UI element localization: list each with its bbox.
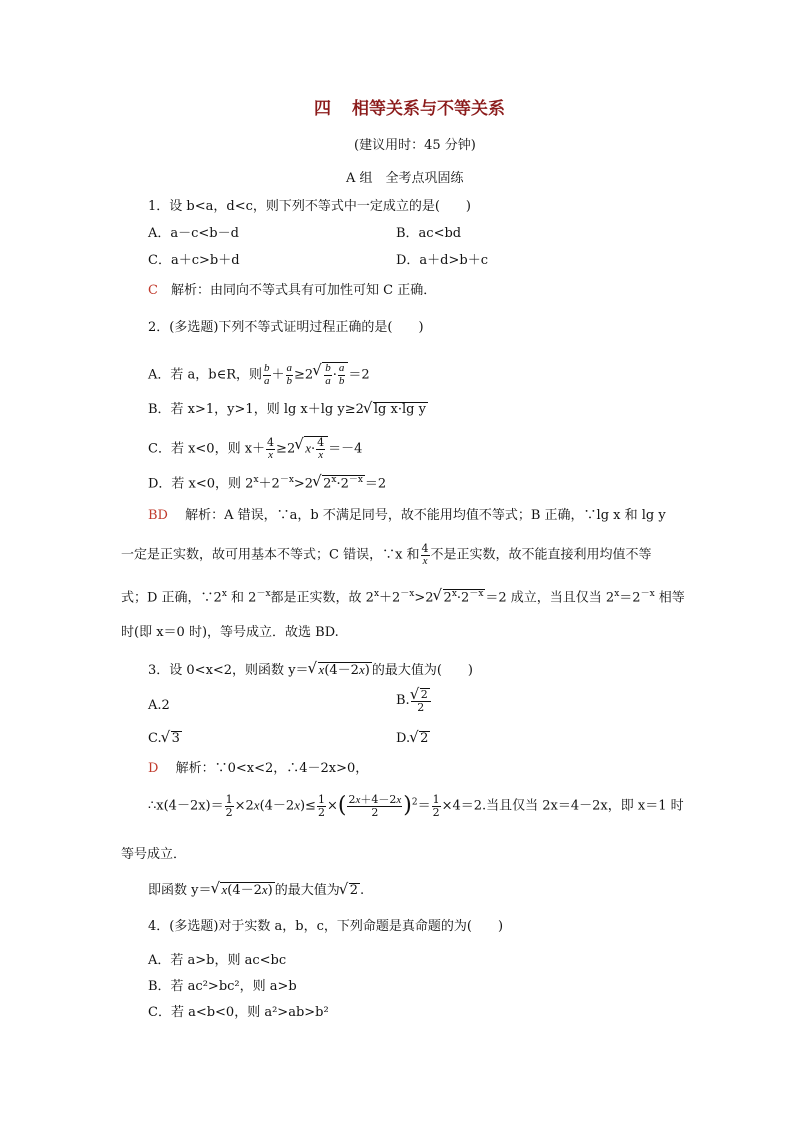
q2-solution-line1 bbox=[148, 509, 666, 522]
group-heading: A 组 全考点巩固练 bbox=[346, 171, 464, 186]
page-title: 相等关系与不等关系 bbox=[352, 99, 505, 119]
q3-b-label: B. bbox=[396, 693, 410, 709]
q3-option-b: B. √ $\frac{2}{2}$ bbox=[396, 688, 432, 713]
q2-sol-text-2a: 一定是正实数，故可用基本不等式；C 错误，∵x 和 bbox=[121, 547, 420, 563]
q3-sol-text-4b: 的最大值为 bbox=[274, 883, 340, 898]
q2-d-text: D．若 x<0，则 2 bbox=[148, 476, 254, 492]
question-4-stem: 4．(多选题)对于实数 a，b，c，下列命题是真命题的为( ) bbox=[148, 919, 504, 934]
q2-solution-line2: 一定是正实数，故可用基本不等式；C 错误，∵x 和 $\frac{4}{x}$ 不是正实数，故不能直接利用均值不等 bbox=[121, 542, 652, 567]
q2-option-d: D．若 x<0，则 $2^x+2^{-x}>2√$ $2^x\cdot 2^{-x} =2$ bbox=[148, 475, 386, 490]
q2-sol-text-3d: 相等 bbox=[658, 590, 685, 606]
q1-option-b: B．ac<bd bbox=[396, 226, 462, 241]
q4-option-c: C．若 a<b<0，则 a²>ab>b² bbox=[148, 1005, 329, 1020]
q2-c-text: C．若 x<0，则 x＋ bbox=[148, 441, 266, 457]
q3-solution-line3: 等号成立． bbox=[121, 847, 187, 862]
q3-sol-text-1: 解析：∵0<x<2，∴4－2x>0， bbox=[175, 761, 369, 776]
q2-sol-text-3c: 成立，当且仅当 2 bbox=[510, 590, 615, 606]
question-3-stem: 3．设 0<x<2，则函数 y＝√ x(4－2x) 的最大值为( ) bbox=[148, 662, 473, 677]
time-hint: (建议用时：45 分钟) bbox=[354, 138, 476, 153]
q2-sol-text-3a: 式；D 正确，∵2 bbox=[121, 590, 222, 606]
q3-solution-line2: ∴x(4－2x)＝ $\frac{1}{2}$ ×2x(4－2x)≤ $\frac{1}{2}$ ×( $\frac{2x+4-2x}{2}$ )$^2$＝ $\frac{1}{2}$ ×4＝2.当且仅当 2x＝4－2x，即 x＝1 时 bbox=[148, 792, 684, 820]
q2-sol-text-3b: 都是正实数，故 2 bbox=[270, 590, 374, 606]
q2-answer: BD bbox=[148, 508, 168, 523]
q1-option-c: C．a＋c>b＋d bbox=[148, 253, 240, 268]
q1-sol-label: 解析： bbox=[170, 283, 210, 298]
q2-sol-text-2b: 不是正实数，故不能直接利用均值不等 bbox=[430, 547, 652, 563]
q3-answer: D bbox=[148, 761, 159, 776]
q1-sol-text: 由同向不等式具有可加性可知 C 正确． bbox=[209, 283, 437, 298]
q3-option-c: C.√ 3 bbox=[148, 731, 182, 745]
section-number: 四 bbox=[314, 99, 331, 119]
q1-option-a: A．a－c<b－d bbox=[148, 226, 239, 241]
q3-option-a: A.2 bbox=[148, 698, 170, 713]
q2-option-c: C．若 x<0，则 x＋ $\frac{4}{x}$ ≥2√ x· $\frac{4}{x}$ ＝－4 bbox=[148, 436, 362, 461]
q4-option-a: A．若 a>b，则 ac<bc bbox=[148, 953, 287, 968]
q2-solution-line4: 时(即 x＝0 时)，等号成立．故选 BD. bbox=[121, 625, 339, 640]
question-2-stem: 2．(多选题)下列不等式证明过程正确的是( ) bbox=[148, 320, 424, 335]
q1-option-d: D．a＋d>b＋c bbox=[396, 253, 488, 268]
question-1-stem: 1．设 b<a，d<c，则下列不等式中一定成立的是( ) bbox=[148, 199, 472, 214]
q2-solution-line3: 式；D 正确，∵2$^x$ 和 $2^{-x}$都是正实数，故 $2^x+2^{-x}>2√$ $2^x\cdot 2^{-x} =2$ 成立，当且仅当 $2^x=2^{-x}$ 相等 bbox=[121, 589, 685, 604]
q1-solution bbox=[148, 284, 436, 297]
q4-option-b: B．若 ac²>bc²，则 a>b bbox=[148, 979, 297, 994]
q3-c-label: C. bbox=[148, 731, 162, 746]
q3-solution-line1 bbox=[148, 762, 368, 775]
q3-solution-line4: 即函数 y＝√ x(4－2x) 的最大值为√ 2 . bbox=[148, 882, 364, 897]
q2-a-text: A．若 a，b∈R，则 bbox=[148, 367, 263, 383]
q2-option-b bbox=[148, 402, 428, 416]
q1-answer: C bbox=[148, 283, 158, 298]
q2-option-a: A．若 a，b∈R，则 $\frac{b}{a}$ ＋ $\frac{a}{b}$ ≥2 √ $\frac{b}{a}$ · $\frac{a}{b}$ ＝2 bbox=[148, 362, 370, 387]
q3-sol-text-2a: ∴x(4－2x)＝ bbox=[148, 798, 224, 814]
q3-sol-text-2b: 当且仅当 2x＝4－2x，即 x＝1 时 bbox=[486, 798, 684, 814]
q2-sol-text-1: 解析：A 错误，∵a，b 不满足同号，故不能用均值不等式；B 正确，∵lg x 和 lg y bbox=[185, 508, 666, 523]
q3-sol-text-4a: 即函数 y＝ bbox=[148, 883, 212, 898]
q2-b-text: B．若 x>1，y>1，则 lg x＋lg y≥2 bbox=[148, 402, 364, 417]
q2-b-radical: √ lg x·lg y bbox=[373, 402, 428, 416]
q3-stem-a: 3．设 0<x<2，则函数 y＝ bbox=[148, 663, 309, 678]
q3-option-d: D.√ 2 bbox=[396, 731, 430, 745]
q3-stem-b: 的最大值为( ) bbox=[371, 663, 473, 678]
q3-d-label: D. bbox=[396, 731, 411, 746]
